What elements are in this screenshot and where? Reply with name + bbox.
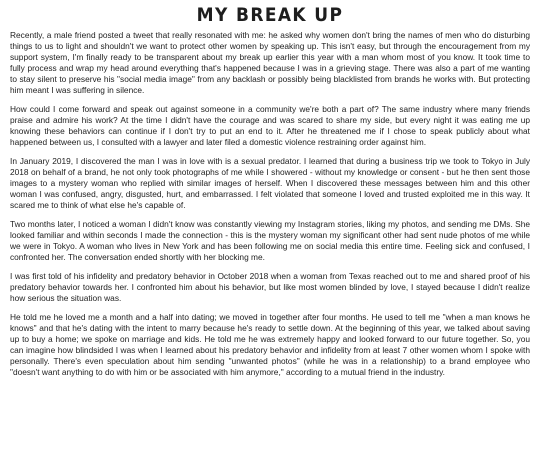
paragraph-1: Recently, a male friend posted a tweet that really resonated with me: he asked why women don't bring the names of men who do disturbing things to us to light and shouldn't we want to protect other women by speaking up. This isn't easy, but through the encouragement from my support system, I'm finally ready to be transparent about my break up earlier this year with a man whom most of you know. It took time to fully process and wrap my head around everything that's happened because I was in a grieving stage. There was also a part of me wanting to stay silent to preserve his "social media image" from any backlash or possibly being blacklisted from brands he works with. But protecting him meant I was suffering in silence. — [10, 30, 530, 95]
document-title: MY BREAK UP — [196, 5, 344, 26]
document-body — [10, 30, 530, 378]
paragraph-3: In January 2019, I discovered the man I was in love with is a sexual predator. I learned that during a business trip we took to Tokyo in July 2018 on behalf of a brand, he not only took photographs of me while I showered - without my knowledge or consent - but he then sent those images to a mystery woman who replied with similar images of herself. When I discovered these messages between him and this other woman I was confused, angry, disgusted, hurt, and embarrassed. I felt violated that someone I loved and trusted exploited me in this way. It scared me to think of what else he's capable of. — [10, 156, 530, 210]
paragraph-2: How could I come forward and speak out against someone in a community we're both a part of? The same industry where many friends praise and admire his work? At the time I didn't have the courage and was scared to share my side, but every night it was eating me up knowing these behaviors can continue if I don't try to put an end to it. After he threatened me if I chose to speak publicly about what happened between us, I consulted with a lawyer and later filed a domestic violence restraining order against him. — [10, 103, 530, 147]
paragraph-4: Two months later, I noticed a woman I didn't know was constantly viewing my Instagram stories, liking my photos, and sending me DMs. She looked familiar and within seconds I made the connection - this is the mystery woman my significant other had sent nude photos of me while we were in Tokyo. A woman who lives in New York and has been following me on social media this entire time. Feeling sick and confused, I confronted her. The conversation ended shortly with her blocking me. — [10, 219, 530, 262]
paragraph-5: I was first told of his infidelity and predatory behavior in October 2018 when a woman from Texas reached out to me and shared proof of his predatory behavior towards her. I confronted him about his behavior, but like most women blinded by love, I stayed because I didn't realize how serious the situation was. — [10, 271, 530, 304]
paragraph-6: He told me he loved me a month and a half into dating; we moved in together after four months. He used to tell me "when a man knows he knows" and that he's dating with the intent to marry because he's ready to settle down. At the beginning of this year, we talked about saving up to buy a home; we spoke on marriage and kids. He told me he was extremely happy and looked forward to our future together. So, you can imagine how blindsided I was when I learned about his predatory behavior and infidelity from at least 7 other women whom I spoke with personally. There's even speculation about him sending "unwanted photos" (while he was in a relationship) to a brand employee who "doesn't want anything to do with him or be associated with him anymore," according to a mutual friend in the industry. — [10, 312, 530, 377]
